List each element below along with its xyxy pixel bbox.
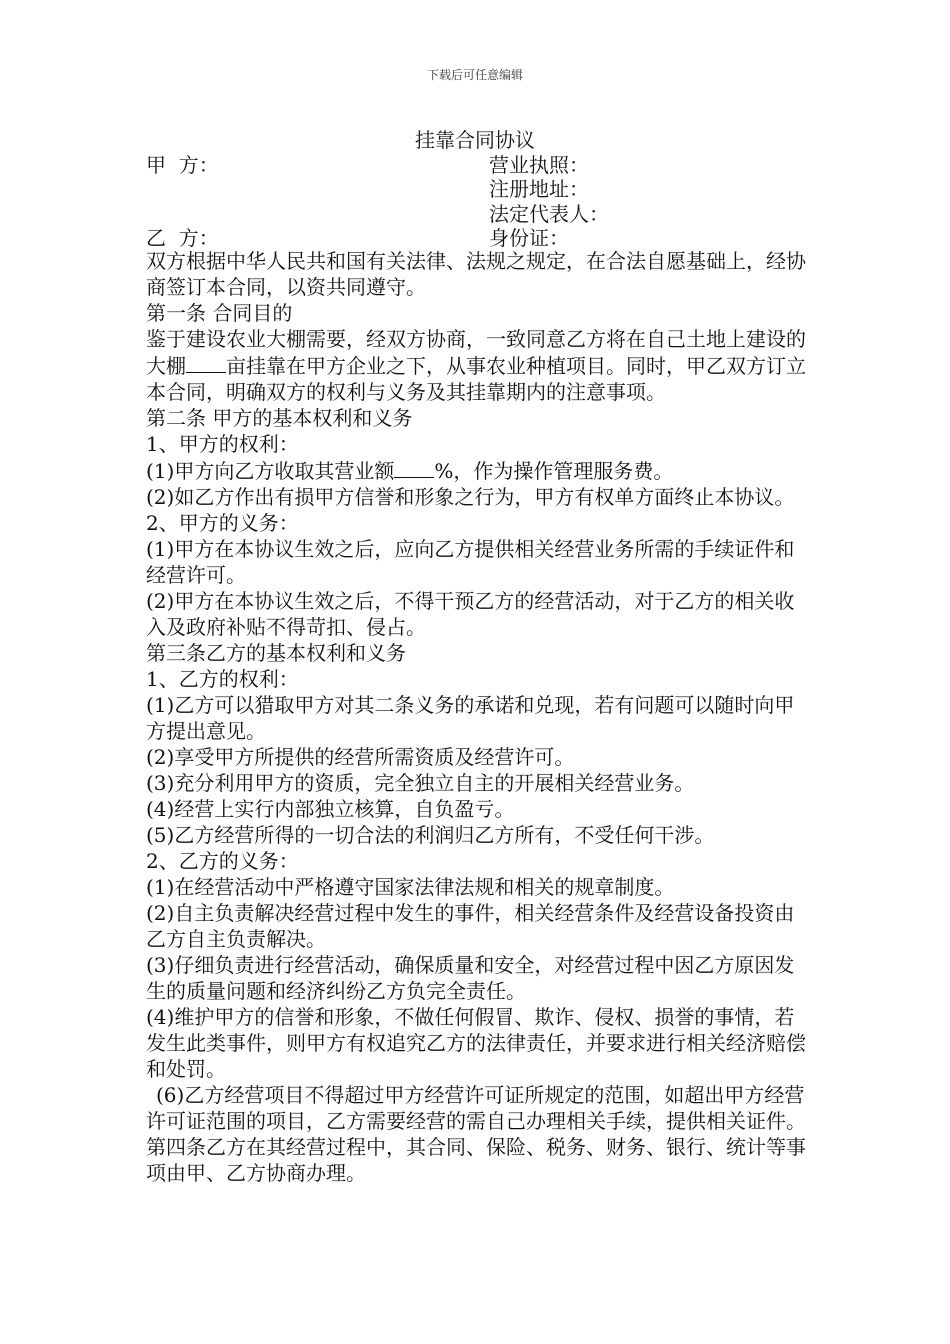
article-3-duty-6: (6)乙方经营项目不得超过甲方经营许可证所规定的范围，如超出甲方经营许可证范围的项目，乙方需要经营的需自己办理相关手续，提供相关证件。 xyxy=(146,1083,806,1133)
id-card-label: 身份证： xyxy=(489,226,569,250)
article-3-duty-1: (1)在经营活动中严格遵守国家法律法规和相关的规章制度。 xyxy=(146,875,675,899)
intro-paragraph: 双方根据中华人民共和国有关法律、法规之规定，在合法自愿基础上，经协商签订本合同，以资共同遵守。 xyxy=(146,249,806,299)
article-1-title: 第一条 合同目的 xyxy=(146,301,293,325)
article-3-rights-heading: 1、乙方的权利： xyxy=(146,667,299,691)
contract-body xyxy=(146,248,814,1186)
article-3-duties-heading: 2、乙方的义务： xyxy=(146,849,299,873)
article-2-right-1-b: %，作为操作管理服务费。 xyxy=(434,459,674,483)
article-3-duty-2: (2)自主负责解决经营过程中发生的事件，相关经营条件及经营设备投资由乙方自主负责解决。 xyxy=(146,901,795,951)
article-3-title: 第三条乙方的基本权利和义务 xyxy=(146,641,406,665)
article-2-rights-heading: 1、甲方的权利： xyxy=(146,432,299,456)
legal-representative-label: 法定代表人： xyxy=(489,202,609,226)
article-2-duties-heading: 2、甲方的义务： xyxy=(146,511,299,535)
article-2-duty-2: (2)甲方在本协议生效之后，不得干预乙方的经营活动，对于乙方的相关收入及政府补贴不得苛扣、侵占。 xyxy=(146,589,795,639)
article-3-duty-4: (4)维护甲方的信誉和形象，不做任何假冒、欺诈、侵权、损誉的事情，若发生此类事件，则甲方有权追究乙方的法律责任，并要求进行相关经济赔偿和处罚。 xyxy=(146,1005,806,1081)
document-title: 挂靠合同协议 xyxy=(415,128,535,152)
article-1-text xyxy=(146,326,814,405)
article-3-right-1: (1)乙方可以猎取甲方对其二条义务的承诺和兑现，若有问题可以随时向甲方提出意见。 xyxy=(146,693,795,743)
area-blank xyxy=(186,352,226,373)
party-row-2 xyxy=(146,176,826,202)
article-3-right-5: (5)乙方经营所得的一切合法的利润归乙方所有，不受任何干涉。 xyxy=(146,823,715,847)
party-row-1 xyxy=(146,152,826,178)
article-3-right-2: (2)享受甲方所提供的经营所需资质及经营许可。 xyxy=(146,745,575,769)
article-3-right-4: (4)经营上实行内部独立核算，自负盈亏。 xyxy=(146,797,515,821)
article-2-right-2: (2)如乙方作出有损甲方信誉和形象之行为，甲方有权单方面终止本协议。 xyxy=(146,485,795,509)
article-1-text-b: 挂靠在甲方企业之下，从事农业种植项目。同时，甲乙双方订立本合同，明确双方的权利与义务及其挂靠期内的注意事项。 xyxy=(146,354,806,404)
article-1-text-a: 鉴于建设农业大棚需要，经双方协商，一致同意乙方将在自己土地上建设的大棚 xyxy=(146,327,806,378)
area-unit: 亩 xyxy=(226,354,246,378)
registered-address-label: 注册地址： xyxy=(489,177,589,201)
article-4: 第四条乙方在其经营过程中，其合同、保险、税务、财务、银行、统计等事项由甲、乙方协商办理。 xyxy=(146,1135,806,1185)
party-b-label: 乙 方： xyxy=(146,226,219,250)
party-a-label: 甲 方： xyxy=(146,153,219,177)
business-license-label: 营业执照： xyxy=(489,153,589,177)
article-3-right-3: (3)充分利用甲方的资质，完全独立自主的开展相关经营业务。 xyxy=(146,771,695,795)
party-row-3 xyxy=(146,201,826,227)
article-2-right-1 xyxy=(146,457,814,484)
article-3-duty-3: (3)仔细负责进行经营活动，确保质量和安全，对经营过程中因乙方原因发生的质量问题和经济纠纷乙方负完全责任。 xyxy=(146,953,795,1003)
percent-blank xyxy=(394,457,434,478)
page-header: 下载后可任意编辑 xyxy=(426,68,523,82)
article-2-right-1-a: (1)甲方向乙方收取其营业额 xyxy=(146,459,395,483)
article-2-duty-1: (1)甲方在本协议生效之后，应向乙方提供相关经营业务所需的手续证件和经营许可。 xyxy=(146,537,795,587)
article-2-title: 第二条 甲方的基本权利和义务 xyxy=(146,406,413,430)
